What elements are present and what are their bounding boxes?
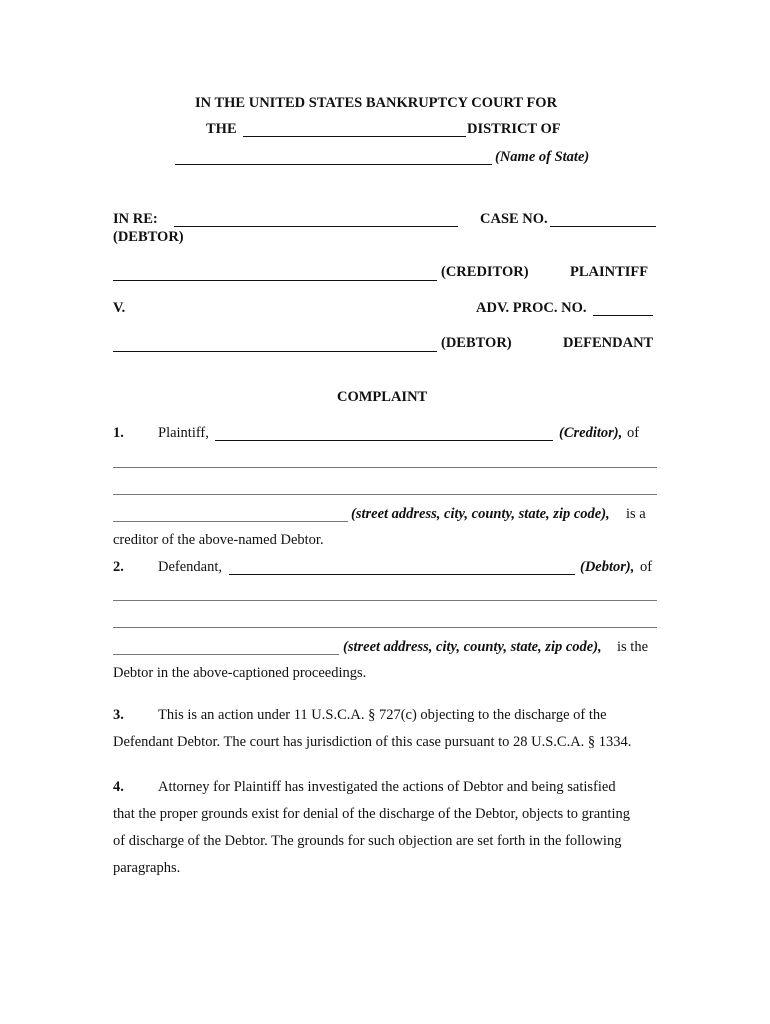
para-4-line-3: of discharge of the Debtor. The grounds for such objection are set forth in the following bbox=[113, 833, 622, 849]
creditor-tag: (CREDITOR) bbox=[441, 264, 529, 280]
para-3-line-2: Defendant Debtor. The court has jurisdiction of this case pursuant to 28 U.S.C.A. § 1334. bbox=[113, 734, 632, 750]
case-no-field[interactable] bbox=[550, 226, 656, 227]
para-1-number: 1. bbox=[113, 425, 124, 441]
district-name-field[interactable] bbox=[243, 136, 466, 137]
defendant-label: DEFENDANT bbox=[563, 335, 654, 351]
case-no-label: CASE NO. bbox=[480, 211, 548, 227]
plaintiff-address-line-1[interactable] bbox=[113, 467, 657, 468]
debtor-tag-2: (DEBTOR) bbox=[441, 335, 512, 351]
para-1-continuation: creditor of the above-named Debtor. bbox=[113, 532, 324, 548]
para-3-line-1: This is an action under 11 U.S.C.A. § 727(c) objecting to the discharge of the bbox=[158, 707, 607, 723]
para-4-line-4: paragraphs. bbox=[113, 860, 181, 876]
debtor-label: (Debtor), bbox=[580, 559, 635, 575]
state-name-field[interactable] bbox=[175, 164, 492, 165]
document-title: COMPLAINT bbox=[337, 389, 428, 405]
debtor-address-line-3[interactable] bbox=[113, 654, 339, 655]
debtor-address-line-1[interactable] bbox=[113, 600, 657, 601]
para-4-number: 4. bbox=[113, 779, 124, 795]
plaintiff-address-line-2[interactable] bbox=[113, 494, 657, 495]
defendant-name-field[interactable] bbox=[113, 351, 437, 352]
para-2-address-label: (street address, city, county, state, zip code), bbox=[343, 639, 602, 655]
creditor-label: (Creditor), bbox=[559, 425, 623, 441]
debtor-address-line-2[interactable] bbox=[113, 627, 657, 628]
plaintiff-address-line-3[interactable] bbox=[113, 521, 348, 522]
para-2-of: of bbox=[640, 559, 653, 575]
debtor-name-field[interactable] bbox=[174, 226, 458, 227]
para-2-lead: Defendant, bbox=[158, 559, 223, 575]
adv-proc-field[interactable] bbox=[593, 315, 653, 316]
plaintiff-name-field[interactable] bbox=[215, 440, 553, 441]
para-4-line-1: Attorney for Plaintiff has investigated the actions of Debtor and being satisfied bbox=[158, 779, 616, 795]
plaintiff-label: PLAINTIFF bbox=[570, 264, 649, 280]
para-3-number: 3. bbox=[113, 707, 124, 723]
para-4-line-2: that the proper grounds exist for denial of the discharge of the Debtor, objects to granting bbox=[113, 806, 630, 822]
para-2-tail: is the bbox=[617, 639, 649, 655]
para-2-continuation: Debtor in the above-captioned proceedings. bbox=[113, 665, 367, 681]
court-heading: IN THE UNITED STATES BANKRUPTCY COURT FOR bbox=[195, 95, 558, 111]
creditor-name-field[interactable] bbox=[113, 280, 437, 281]
para-2-number: 2. bbox=[113, 559, 124, 575]
versus-label: V. bbox=[113, 300, 126, 316]
in-re-label: IN RE: bbox=[113, 211, 158, 227]
debtor-tag: (DEBTOR) bbox=[113, 229, 184, 245]
adv-proc-label: ADV. PROC. NO. bbox=[476, 300, 587, 316]
para-1-of: of bbox=[627, 425, 640, 441]
para-1-address-label: (street address, city, county, state, zip code), bbox=[351, 506, 610, 522]
state-name-label: (Name of State) bbox=[495, 149, 590, 165]
para-1-tail: is a bbox=[626, 506, 646, 522]
district-prefix: THE bbox=[206, 121, 237, 137]
district-suffix: DISTRICT OF bbox=[467, 121, 561, 137]
defendant-debtor-name-field[interactable] bbox=[229, 574, 575, 575]
para-1-lead: Plaintiff, bbox=[158, 425, 209, 441]
